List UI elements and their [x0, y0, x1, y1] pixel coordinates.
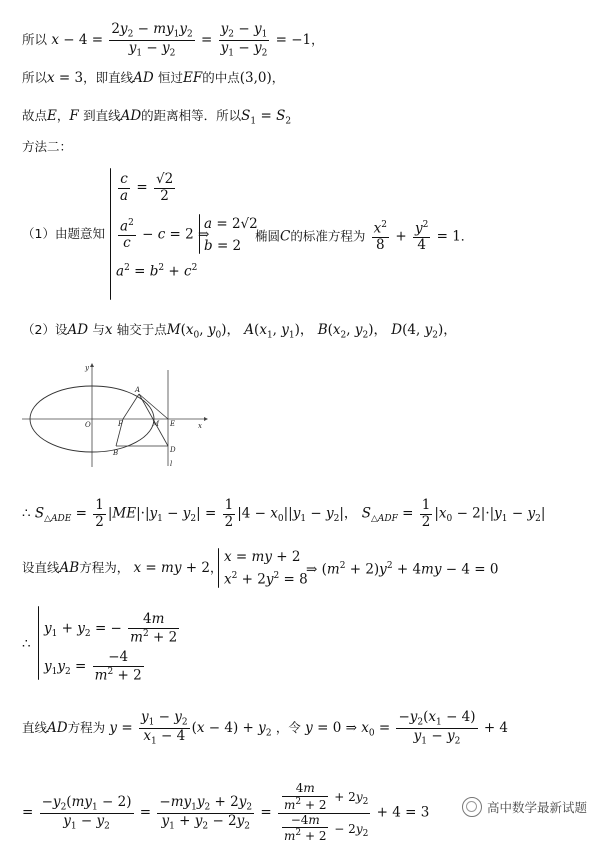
text: （1）由题意知: [22, 226, 105, 241]
label-x: x: [198, 422, 202, 430]
text: ，: [56, 108, 70, 123]
text: 所以: [22, 32, 48, 48]
method-two-heading: 方法二：: [22, 139, 73, 154]
text: 到直线: [83, 108, 121, 123]
text: 设直线: [22, 560, 60, 575]
area-formula: ∴ $S_{\triangle ADE}$ = $\frac{1}{2}$ $|ME|\cdot|y_1 - y_2|$ = $\frac{1}{2}$ $|4 - x_0||y_1 - y_2|$， $S_{\triangle ADF}$ = $\frac{1}{2}$ $|x_0 - 2|\cdot|y_1 - y_2|$: [22, 497, 546, 530]
watermark: [462, 797, 587, 817]
system-eq-1: $\frac{c}{a}$ = $\frac{√2}{2}$: [120, 171, 174, 204]
label-y: y: [85, 364, 89, 372]
left-brace: [38, 606, 39, 680]
text: 所以: [22, 70, 48, 85]
system-eq-2: $\frac{a^2}{c}$ − c = 2 ⇒: [120, 218, 210, 252]
text: ．: [460, 228, 474, 244]
left-brace: [110, 168, 111, 300]
text: ，即直线: [83, 70, 134, 85]
ellipse-figure: [22, 362, 212, 470]
line-5-label: [22, 228, 105, 242]
label-a: A: [135, 386, 141, 394]
vieta-sum: $y_1 + y_2$ = − $\frac{4m}{m^2 + 2}$: [44, 611, 178, 646]
watermark-text: 高中数学最新试题: [486, 800, 587, 815]
text: ，: [209, 560, 223, 575]
text: 方程为，: [79, 560, 130, 575]
text: 椭圆: [255, 228, 281, 244]
left-brace: [199, 214, 200, 254]
system-eq-3: $a^2 = b^2 + c^2$: [116, 263, 198, 280]
label-l: l: [170, 460, 173, 468]
vieta-product: $y_1y_2$ = $\frac{-4}{m^2 + 2}$: [44, 649, 142, 684]
y-axis-arrow: [90, 363, 94, 367]
text: 恒过: [158, 70, 184, 85]
text: 与: [92, 322, 105, 337]
text: 的距离相等．所以: [141, 108, 242, 123]
line-3: 故点E，F 到直线AD的距离相等．所以$S_1 = S_2$: [22, 108, 292, 127]
text: ，: [311, 32, 324, 48]
label-e: E: [170, 420, 176, 428]
text: ，令: [275, 720, 301, 736]
label-m: M: [152, 420, 160, 428]
label-b: B: [113, 449, 119, 457]
system-result-b: b = 2: [204, 238, 242, 254]
text: 轴交于点: [116, 322, 167, 337]
text: ，: [271, 70, 285, 85]
segment-af: [123, 394, 139, 419]
ellipse-equation: 椭圆C的标准方程为 $\frac{x^2}{8}$ + $\frac{y^2}{4}$ = 1．: [255, 220, 474, 254]
text: 直线: [22, 720, 48, 736]
label-d: D: [170, 446, 176, 454]
system-line: x = my + 2: [224, 549, 301, 565]
line-2: 所以x = 3，即直线AD 恒过EF的中点(3,0)，: [22, 70, 285, 86]
label-f: F: [118, 420, 123, 428]
system-result-a: a = 2√2: [204, 216, 258, 232]
line-ab-setup: 设直线AB方程为， x = my + 2，: [22, 560, 223, 576]
system-ellipse: $x^2 + 2y^2 = 8$: [224, 571, 308, 588]
therefore-symbol: ∴: [22, 636, 31, 652]
label-o: O: [85, 421, 91, 429]
quadratic-result: ⇒ $(m^2 + 2)y^2 + 4my - 4 = 0$: [306, 561, 499, 578]
line-ad-equation: 直线AD方程为 y = $\frac{y_1 - y_2}{x_1 - 4}$ $(x - 4) + y_2$ ，令 y = 0 ⇒ $x_0$ = $\frac{-y_2(x_1 - 4)}{y_1 - y_2}$ + 4: [22, 709, 509, 747]
wechat-logo-icon: [462, 797, 482, 817]
left-brace: [218, 548, 219, 588]
final-computation: = $\frac{-y_2(my_1 - 2)}{y_1 - y_2}$ = $\frac{-my_1y_2 + 2y_2}{y_1 + y_2 - 2y_2}$ = $\frac{4m}{m^2 + 2}$ + $2y_2$ $\frac{-4m}{m^2 + 2}$ − $2y_2$ + 4 = 3: [22, 781, 430, 844]
line-6: （2）设AD 与x 轴交于点$M(x_0$, $y_0$)， $A(x_1$, $y_1$)， $B(x_2$, $y_2$)， D(4, $y_2$)，: [22, 322, 457, 341]
x-axis-arrow: [204, 417, 208, 421]
text: 故点: [22, 108, 48, 123]
text: 方程为: [67, 720, 106, 736]
text: 的标准方程为: [290, 228, 366, 244]
text: 的中点: [202, 70, 240, 85]
line-1: 所以 x − 4 = $\frac{2y_2 - my_1y_2}{y_1 - y_2}$ = $\frac{y_2 - y_1}{y_1 - y_2}$ = −1，: [22, 21, 324, 59]
text: （2）设: [22, 322, 68, 337]
